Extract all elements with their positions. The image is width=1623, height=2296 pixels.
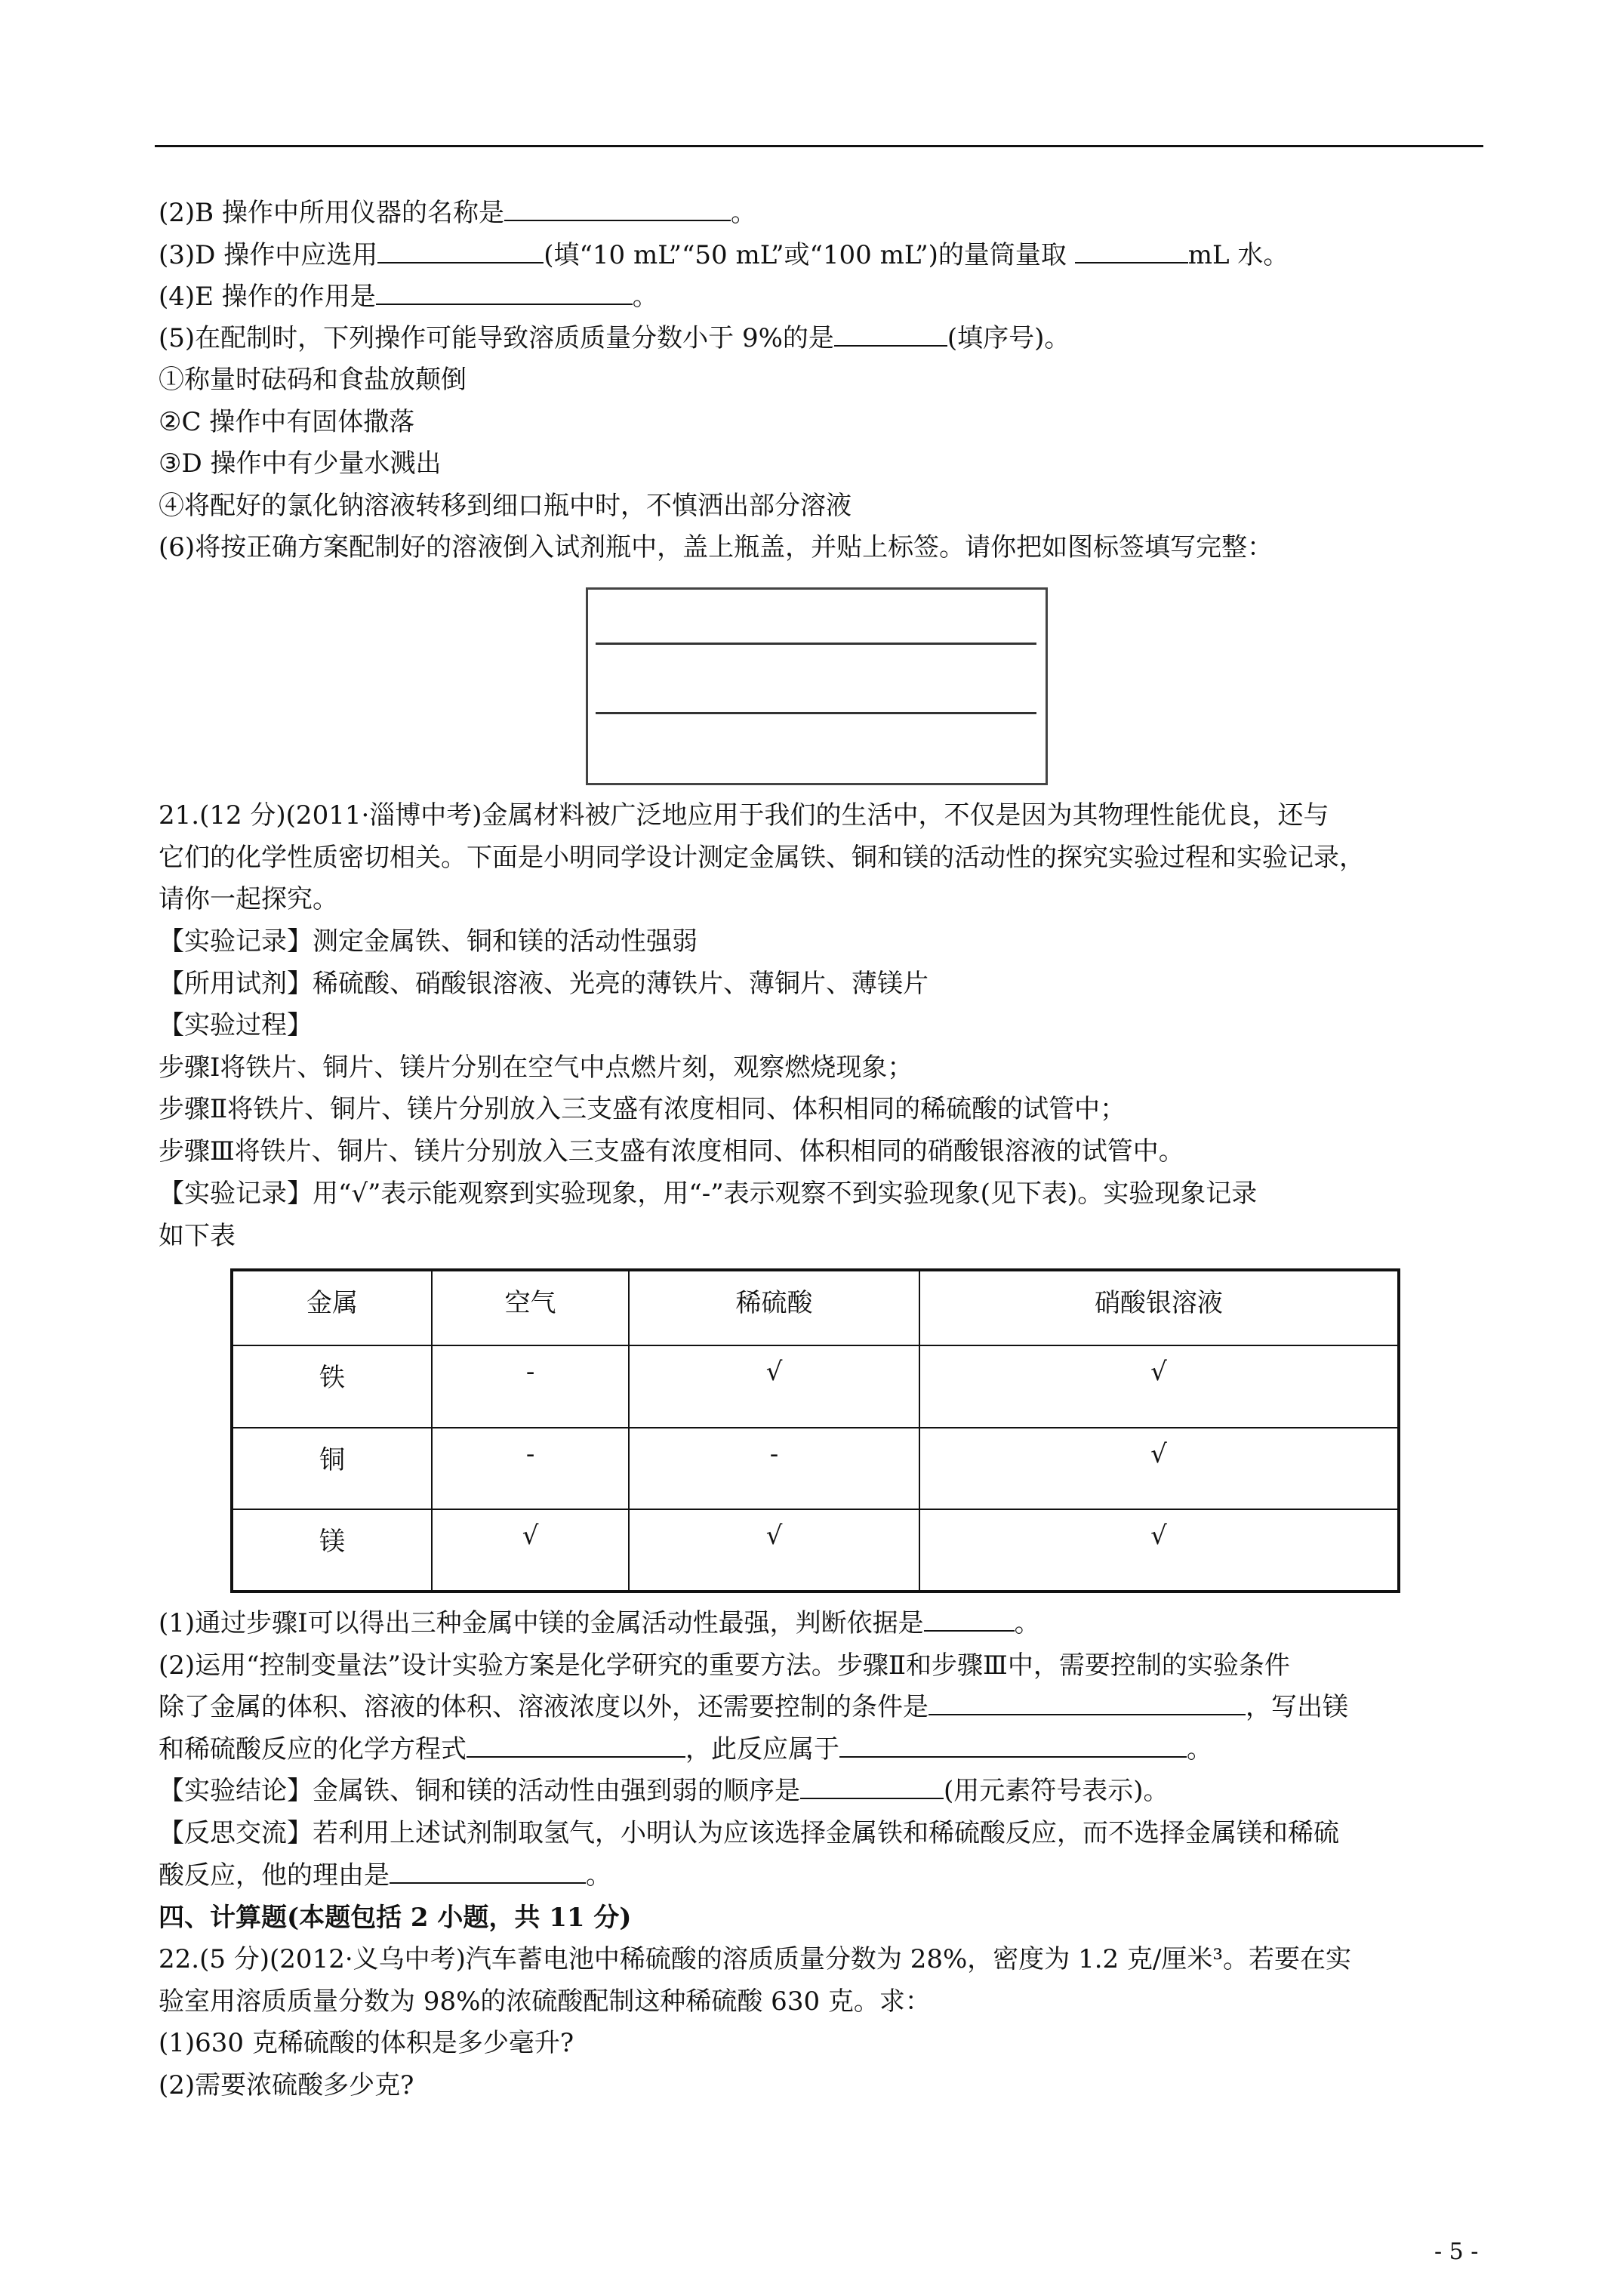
q20-part4-text: (4)E 操作的作用是 bbox=[159, 282, 376, 312]
table-cell: √ bbox=[919, 1509, 1399, 1592]
q21-intro-line2: 它们的化学性质密切相关。下面是小明同学设计测定金属铁、铜和镁的活动性的探究实验过程和实验记录， bbox=[159, 843, 1365, 873]
q21-answer-2-line2 bbox=[159, 1692, 1348, 1722]
q21-conclusion-text: 【实验结论】金属铁、铜和镁的活动性由强到弱的顺序是 bbox=[159, 1776, 800, 1806]
page-number: - 5 - bbox=[1434, 2239, 1479, 2265]
answer-blank[interactable] bbox=[376, 282, 633, 305]
q20-part6: (6)将按正确方案配制好的溶液倒入试剂瓶中，盖上瓶盖，并贴上标签。请你把如图标签填写完整： bbox=[159, 532, 1273, 562]
q20-part2-end: 。 bbox=[730, 198, 756, 228]
answer-blank[interactable] bbox=[1075, 241, 1188, 264]
q21-step-2: 步骤Ⅱ将铁片、铜片、镁片分别放入三支盛有浓度相同、体积相同的稀硫酸的试管中； bbox=[159, 1094, 1126, 1124]
q21-reflection-line2 bbox=[159, 1860, 611, 1891]
q20-part4-end: 。 bbox=[632, 282, 658, 312]
table-cell: √ bbox=[432, 1509, 629, 1592]
label-line bbox=[596, 643, 1036, 645]
section-heading: 四、计算题(本题包括 2 小题，共 11 分) bbox=[159, 1903, 632, 1933]
q22-line1: 22.(5 分)(2012·义乌中考)汽车蓄电池中稀硫酸的溶质质量分数为 28%，密度为 1.2 克/厘米³。若要在实 bbox=[159, 1944, 1352, 1974]
q21-conclusion-end: (用元素符号表示)。 bbox=[944, 1776, 1169, 1806]
q20-part5-end: (填序号)。 bbox=[947, 323, 1070, 353]
q21-reflection-end: 。 bbox=[586, 1860, 611, 1891]
q21-answer-1-end: 。 bbox=[1014, 1608, 1040, 1638]
q21-conclusion bbox=[159, 1776, 1169, 1806]
q22-line2: 验室用溶质质量分数为 98%的浓硫酸配制这种稀硫酸 630 克。求： bbox=[159, 1986, 931, 2017]
q20-part3-mid: (填“10 mL”“50 mL”或“100 mL”)的量筒量取 bbox=[544, 240, 1075, 270]
table-row bbox=[232, 1428, 1399, 1510]
q20-part5-text: (5)在配制时，下列操作可能导致溶质质量分数小于 9%的是 bbox=[159, 323, 834, 353]
table-header-cell: 硝酸银溶液 bbox=[919, 1270, 1399, 1345]
q21-record-note-line1: 【实验记录】用“√”表示能观察到实验现象，用“-”表示观察不到实验现象(见下表)。实验现象记录 bbox=[159, 1179, 1258, 1209]
table-cell: √ bbox=[919, 1345, 1399, 1428]
table-cell: - bbox=[629, 1428, 919, 1510]
q21-intro-line3: 请你一起探究。 bbox=[159, 884, 338, 914]
q22-sub-1: (1)630 克稀硫酸的体积是多少毫升? bbox=[159, 2028, 574, 2058]
q21-answer-2c-text: 和稀硫酸反应的化学方程式 bbox=[159, 1734, 467, 1764]
table-cell: √ bbox=[919, 1428, 1399, 1510]
table-row bbox=[232, 1345, 1399, 1428]
q21-step-1: 步骤Ⅰ将铁片、铜片、镁片分别在空气中点燃片刻，观察燃烧现象； bbox=[159, 1052, 913, 1083]
table-cell: 镁 bbox=[232, 1509, 432, 1592]
table-cell: √ bbox=[629, 1509, 919, 1592]
q21-reflection-line1: 【反思交流】若利用上述试剂制取氢气，小明认为应该选择金属铁和稀硫酸反应，而不选择金属镁和稀硫 bbox=[159, 1818, 1339, 1848]
table-header-cell: 金属 bbox=[232, 1270, 432, 1345]
q20-option-2: ②C 操作中有固体撒落 bbox=[159, 407, 415, 437]
q21-answer-2c-mid: ，此反应属于 bbox=[685, 1734, 839, 1764]
table-header-row bbox=[232, 1270, 1399, 1345]
table-header-cell: 稀硫酸 bbox=[629, 1270, 919, 1345]
table-cell: √ bbox=[629, 1345, 919, 1428]
q20-option-1: ①称量时砝码和食盐放颠倒 bbox=[159, 365, 467, 395]
reagent-label-box[interactable] bbox=[586, 587, 1048, 785]
q21-process-title: 【实验过程】 bbox=[159, 1010, 313, 1040]
label-line bbox=[596, 712, 1036, 714]
q21-record-title: 【实验记录】测定金属铁、铜和镁的活动性强弱 bbox=[159, 926, 698, 957]
q21-reflection-text: 酸反应，他的理由是 bbox=[159, 1860, 390, 1891]
q20-part4 bbox=[159, 282, 658, 312]
answer-blank[interactable] bbox=[924, 1609, 1015, 1632]
q21-answer-2c-end: 。 bbox=[1187, 1734, 1212, 1764]
q21-intro-line1: 21.(12 分)(2011·淄博中考)金属材料被广泛地应用于我们的生活中，不仅是因为其物理性能优良，还与 bbox=[159, 800, 1329, 831]
answer-blank[interactable] bbox=[467, 1735, 685, 1758]
q21-answer-2-line3 bbox=[159, 1734, 1212, 1764]
q20-part3 bbox=[159, 240, 1289, 270]
experiment-record-table bbox=[230, 1268, 1400, 1593]
answer-blank[interactable] bbox=[929, 1693, 1246, 1715]
q20-part3-end: mL 水。 bbox=[1187, 240, 1289, 270]
q22-sub-2: (2)需要浓硫酸多少克? bbox=[159, 2070, 414, 2100]
answer-blank[interactable] bbox=[504, 199, 731, 221]
q21-reagents: 【所用试剂】稀硫酸、硝酸银溶液、光亮的薄铁片、薄铜片、薄镁片 bbox=[159, 969, 929, 999]
q20-part5 bbox=[159, 323, 1070, 353]
q20-part3-text: (3)D 操作中应选用 bbox=[159, 240, 378, 270]
answer-blank[interactable] bbox=[377, 241, 544, 264]
q21-record-note-line2: 如下表 bbox=[159, 1221, 236, 1251]
answer-blank[interactable] bbox=[800, 1777, 944, 1799]
q21-answer-2-end: ，写出镁 bbox=[1246, 1692, 1348, 1722]
table-row bbox=[232, 1509, 1399, 1592]
answer-blank[interactable] bbox=[839, 1735, 1187, 1758]
q20-option-3: ③D 操作中有少量水溅出 bbox=[159, 448, 442, 479]
table-cell: 铜 bbox=[232, 1428, 432, 1510]
q20-part2-text: (2)B 操作中所用仪器的名称是 bbox=[159, 198, 504, 228]
q20-option-4: ④将配好的氯化钠溶液转移到细口瓶中时，不慎洒出部分溶液 bbox=[159, 491, 852, 521]
table-cell: - bbox=[432, 1428, 629, 1510]
header-rule bbox=[155, 145, 1483, 147]
q21-step-3: 步骤Ⅲ将铁片、铜片、镁片分别放入三支盛有浓度相同、体积相同的硝酸银溶液的试管中。 bbox=[159, 1136, 1184, 1166]
q21-answer-1-text: (1)通过步骤Ⅰ可以得出三种金属中镁的金属活动性最强，判断依据是 bbox=[159, 1608, 924, 1638]
answer-blank[interactable] bbox=[834, 324, 947, 347]
table-cell: 铁 bbox=[232, 1345, 432, 1428]
table-header-cell: 空气 bbox=[432, 1270, 629, 1345]
q21-answer-2-text: 除了金属的体积、溶液的体积、溶液浓度以外，还需要控制的条件是 bbox=[159, 1692, 929, 1722]
q20-part2 bbox=[159, 198, 756, 228]
table-cell: - bbox=[432, 1345, 629, 1428]
q21-answer-1 bbox=[159, 1608, 1040, 1638]
q21-answer-2-line1: (2)运用“控制变量法”设计实验方案是化学研究的重要方法。步骤Ⅱ和步骤Ⅲ中，需要控制的实验条件 bbox=[159, 1650, 1290, 1681]
answer-blank[interactable] bbox=[390, 1861, 586, 1884]
